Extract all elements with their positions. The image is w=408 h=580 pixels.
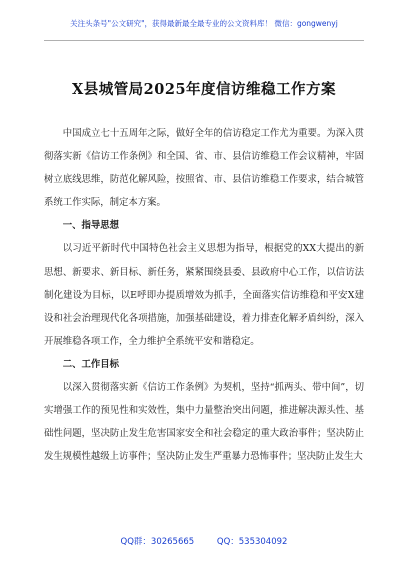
header-note: 关注头条号"公文研究"，获得最新最全最专业的公文资料库！ 微信：gongwenyj [70,19,338,28]
intro-paragraph: 中国成立七十五周年之际，做好全年的信访稳定工作尤为重要。为深入贯彻落实新《信访工作条例》和全国、省、市、县信访维稳工作会议精神，牢固树立底线思维，防范化解风险，按照省、市、县信访维稳工作要求，结合城管系统工作实际，制定本方案。 [44,128,364,209]
footer-qq: QQ：535304092 [216,537,288,547]
footer-contact [0,535,408,547]
section-heading-guiding-ideology: 一、指导思想 [62,220,120,232]
document-title: X县城管局2025年度信访维稳工作方案 [71,81,337,98]
document-body [44,122,364,468]
header-divider [44,40,364,41]
work-goals-paragraph: 以深入贯彻落实新《信访工作条例》为契机，坚持“抓两头、带中间”，切实增强工作的预见性和实效性，集中力量整治突出问题，推进解决源头性、基础性问题，坚决防止发生危害国家安全和社会稳定的重大政治事件；坚决防止发生规模性越级上访事件；坚决防止发生严重暴力恐怖事件；坚决防止发生大 [44,382,364,463]
section-heading-work-goals: 二、工作目标 [62,358,120,370]
footer-qq-group: QQ群：30265665 [120,537,195,547]
guiding-ideology-paragraph: 以习近平新时代中国特色社会主义思想为指导，根据党的XX大提出的新思想、新要求、新目标、新任务，紧紧围绕县委、县政府中心工作，以信访法制化建设为目标，以E呼即办提质增效为抓手，全面落实信访维稳和平安X建设和社会治理现代化各项措施，加强基础建设，着力排查化解矛盾纠纷，深入开展维稳各项工作，全力维护全系统平安和谐稳定。 [44,243,364,347]
